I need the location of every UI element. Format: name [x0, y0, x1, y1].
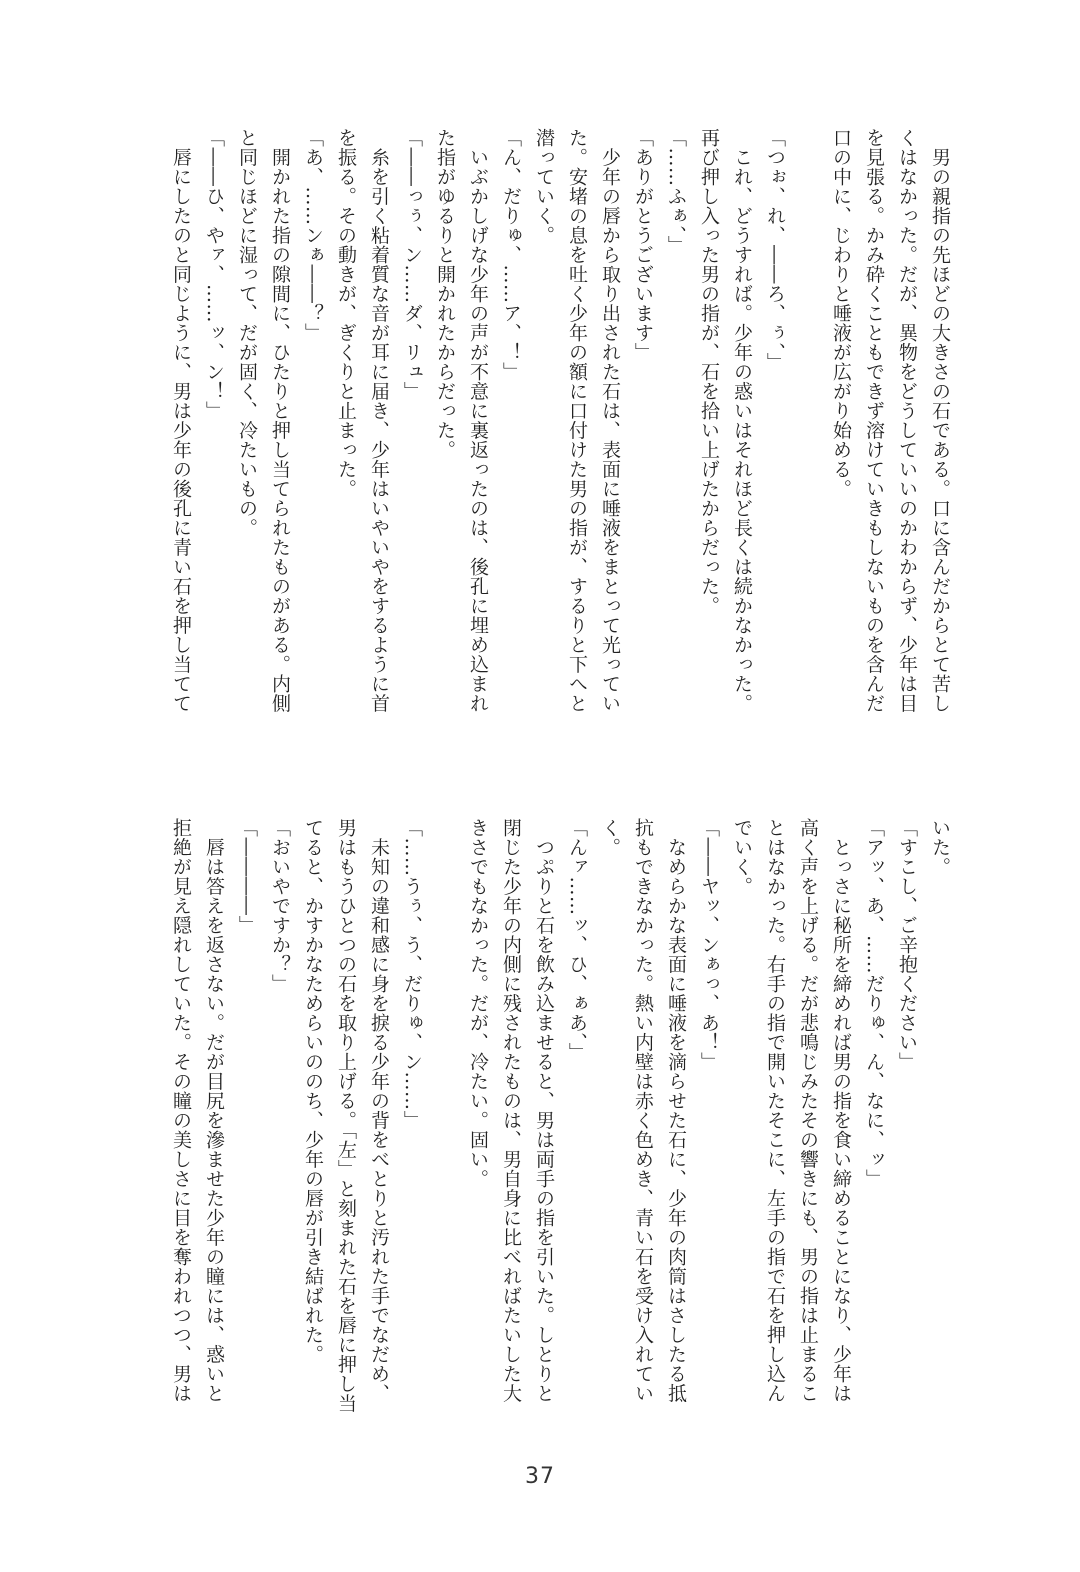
text-column: く。	[599, 818, 621, 857]
text-column: 「――ひ、やァ、……ッ、ン！」	[203, 128, 225, 421]
text-column: 「おいやですか？」	[269, 818, 291, 994]
text-column: てると、かすかなためらいののち、少年の唇が引き結ばれた。	[302, 818, 324, 1364]
lower-text-block	[164, 818, 956, 1418]
text-column: を見張る。かみ砕くこともできず溶けていきもしないものを含んだ	[863, 128, 885, 713]
text-column: 「……うぅ、う、だりゅ、ン……」	[401, 818, 423, 1130]
text-column: いぶかしげな少年の声が不意に裏返ったのは、後孔に埋め込まれ	[467, 128, 489, 713]
text-column: 「すこし、ご辛抱ください」	[896, 818, 918, 1072]
text-column	[428, 818, 461, 1418]
text-column: 男はもうひとつの石を取り上げる。「左」と刻まれた石を唇に押し当	[335, 818, 357, 1413]
text-column: 「んァ……ッ、ひ、ぁあ、」	[566, 818, 588, 1062]
text-column: と同じほどに湿って、だが固く、冷たいもの。	[236, 128, 258, 538]
text-column: でいく。	[731, 818, 753, 896]
text-column: 男の親指の先ほどの大きさの石である。口に含んだからとて苦し	[929, 128, 951, 713]
text-column: 「アッ、あ、……だりゅ、ん、なに、ッ」	[863, 818, 885, 1189]
page-number: 37	[525, 1464, 555, 1489]
text-column: きさでもなかった。だが、冷たい。固い。	[467, 818, 489, 1189]
text-column: た指がゆるりと開かれたからだった。	[434, 128, 456, 460]
text-column: 潜っていく。	[533, 128, 555, 245]
text-column: とはなかった。右手の指で開いたそこに、左手の指で石を押し込ん	[764, 818, 786, 1403]
text-column: 「――っぅ、ン……ダ、リュ」	[401, 128, 423, 401]
text-column: 「つぉ、れ、――ろ、ぅ、」	[764, 128, 786, 372]
text-column: 「……ふぁ、」	[665, 128, 687, 255]
text-column: た。安堵の息を吐く少年の額に口付けた男の指が、するりと下へと	[566, 128, 588, 713]
text-column: 「――――」	[236, 818, 258, 935]
text-column: 唇にしたのと同じように、男は少年の後孔に青い石を押し当てて	[170, 128, 192, 713]
text-column: 「ん、だりゅ、……ア、！」	[500, 128, 522, 382]
text-column: 抗もできなかった。熱い内壁は赤く色めき、青い石を受け入れてい	[632, 818, 654, 1403]
text-column: を振る。その動きが、ぎくりと止まった。	[335, 128, 357, 499]
text-column: 口の中に、じわりと唾液が広がり始める。	[830, 128, 852, 499]
text-column: 少年の唇から取り出された石は、表面に唾液をまとって光ってい	[599, 128, 621, 713]
text-column: いた。	[929, 818, 951, 877]
text-column: つぷりと石を飲み込ませると、男は両手の指を引いた。しとりと	[533, 818, 555, 1403]
text-column: 高く声を上げる。だが悲鳴じみたその響きにも、男の指は止まるこ	[797, 818, 819, 1403]
upper-text-block	[164, 128, 956, 728]
text-column: これ、どうすれば。少年の惑いはそれほど長くは続かなかった。	[731, 128, 753, 713]
text-column: 「――ヤッ、ンぁっ、あ！」	[698, 818, 720, 1072]
text-column: 「あ、……ンぁ――？」	[302, 128, 324, 343]
text-column: 「ありがとうございます」	[632, 128, 654, 362]
text-column: 糸を引く粘着質な音が耳に届き、少年はいやいやをするように首	[368, 128, 390, 713]
text-column: 唇は答えを返さない。だが目尻を滲ませた少年の瞳には、惑いと	[203, 818, 225, 1403]
text-column: とっさに秘所を締めれば男の指を食い締めることになり、少年は	[830, 818, 852, 1403]
text-column: くはなかった。だが、異物をどうしていいのかわからず、少年は目	[896, 128, 918, 713]
text-column: 拒絶が見え隠れしていた。その瞳の美しさに目を奪われつつ、男は	[170, 818, 192, 1403]
text-column: 未知の違和感に身を捩る少年の背をべとりと汚れた手でなだめ、	[368, 818, 390, 1403]
text-column: 閉じた少年の内側に残されたものは、男自身に比べればたいした大	[500, 818, 522, 1403]
text-column: 再び押し入った男の指が、石を拾い上げたからだった。	[698, 128, 720, 616]
text-column: 開かれた指の隙間に、ひたりと押し当てられたものがある。内側	[269, 128, 291, 713]
text-column: なめらかな表面に唾液を滴らせた石に、少年の肉筒はさしたる抵	[665, 818, 687, 1403]
text-column	[791, 128, 824, 728]
